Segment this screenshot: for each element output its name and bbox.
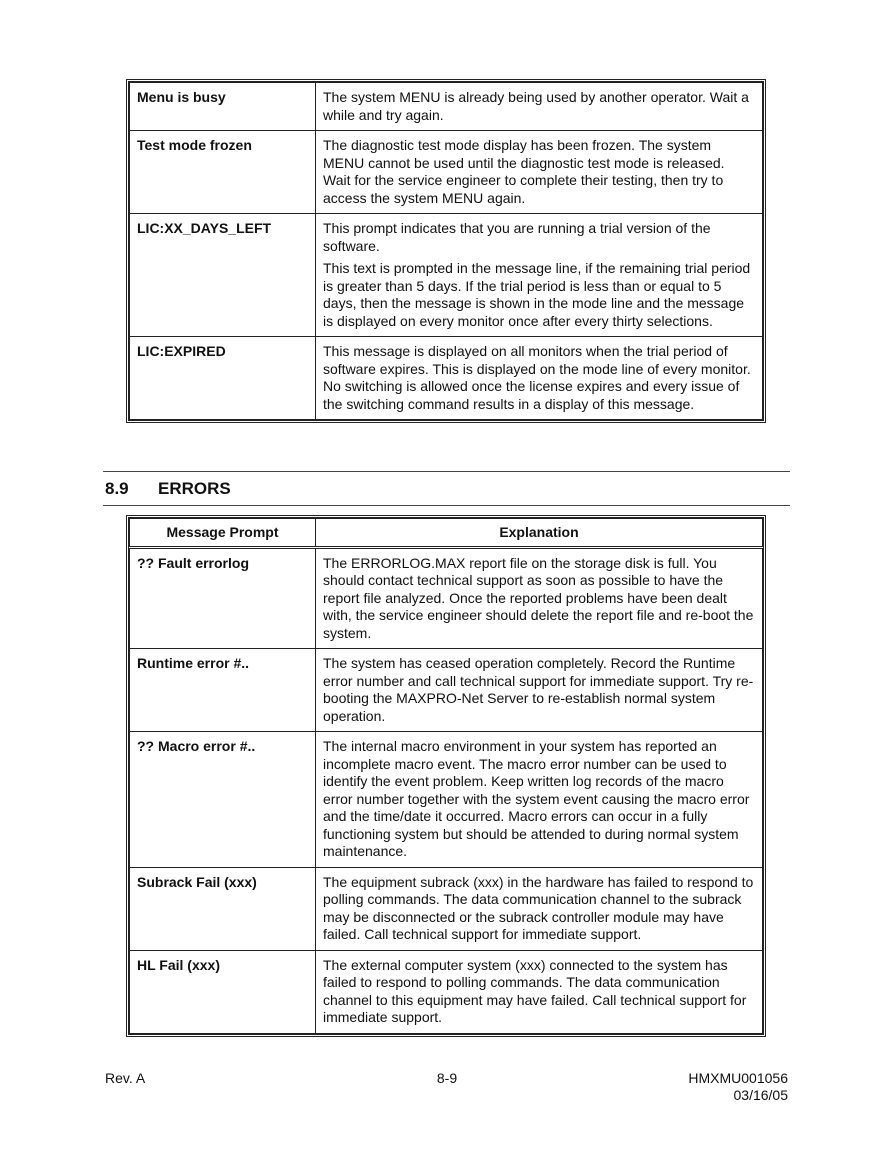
- footer-page-number: 8-9: [436, 1070, 458, 1086]
- explanation-cell: [316, 214, 763, 337]
- explanation-paragraph: The system MENU is already being used by another operator. Wait a while and try again.: [323, 89, 749, 123]
- errors-table-header: [130, 519, 763, 548]
- table-row: [130, 867, 763, 950]
- column-header-explanation: Explanation: [316, 519, 763, 548]
- message-prompt-cell: LIC:EXPIRED: [130, 337, 316, 420]
- section-heading: [105, 479, 231, 499]
- explanation-paragraph: The ERRORLOG.MAX report file on the storage disk is full. You should contact technical support as soon as possible to have the report file analyzed. Once the reported problems have been dealt with, the service engineer should delete the report file and re-boot the system.: [323, 554, 754, 641]
- explanation-paragraph: The internal macro environment in your system has reported an incomplete macro event. The macro error number can be used to identify the event problem. Keep written log records of the macro error number together with the system event causing the macro error and the time/date it occurred. Macro errors can occur in a fully functioning system but should be attended to during normal system maintenance.: [323, 738, 750, 859]
- table-row: [130, 547, 763, 649]
- footer-document-id: HMXMU001056: [688, 1070, 788, 1086]
- explanation-paragraph: This text is prompted in the message line, if the remaining trial period is greater than 5 days. If the trial period is less than or equal to 5 days, then the message is shown in the mode line and the message is displayed on every monitor once after every thirty selections.: [323, 260, 751, 329]
- explanation-cell: [316, 547, 763, 649]
- explanation-paragraph: The diagnostic test mode display has been frozen. The system MENU cannot be used until the diagnostic test mode is released. Wait for the service engineer to complete their testing, then try to access the system MENU again.: [323, 137, 725, 206]
- explanation-cell: [316, 649, 763, 732]
- explanation-paragraph: The external computer system (xxx) connected to the system has failed to respond to polling commands. The data communication channel to this equipment may have failed. Call technical support for immediate support.: [323, 956, 747, 1025]
- message-prompt-cell: ?? Fault errorlog: [130, 547, 316, 649]
- explanation-paragraph: The equipment subrack (xxx) in the hardware has failed to respond to polling commands. The data communication channel to the subrack may be disconnected or the subrack controller module may have failed. Call technical support for immediate support.: [323, 873, 754, 942]
- errors-table: [126, 515, 766, 1037]
- table-row: [130, 732, 763, 868]
- message-prompt-cell: HL Fail (xxx): [130, 950, 316, 1033]
- column-header-message-prompt: Message Prompt: [130, 519, 316, 548]
- table-row: [130, 337, 763, 420]
- message-prompt-cell: Menu is busy: [130, 83, 316, 131]
- message-prompts-table-body: [130, 83, 763, 420]
- message-prompt-cell: LIC:XX_DAYS_LEFT: [130, 214, 316, 337]
- footer-revision: Rev. A: [105, 1070, 146, 1086]
- explanation-paragraph: This message is displayed on all monitors when the trial period of software expires. This is displayed on the mode line of every monitor. No switching is allowed once the license expires and every issue of the switching command results in a display of this message.: [323, 343, 751, 412]
- section-rule-bottom: [103, 505, 790, 506]
- table-row: [130, 950, 763, 1033]
- table-row: [130, 214, 763, 337]
- message-prompt-cell: Runtime error #..: [130, 649, 316, 732]
- errors-table-body: [130, 547, 763, 1033]
- section-rule-top: [103, 471, 790, 472]
- section-title: ERRORS: [158, 479, 231, 498]
- message-prompt-cell: ?? Macro error #..: [130, 732, 316, 868]
- explanation-cell: [316, 83, 763, 131]
- table-row: [130, 83, 763, 131]
- table-row: [130, 649, 763, 732]
- explanation-cell: [316, 732, 763, 868]
- table-row: [130, 131, 763, 214]
- section-number: 8.9: [105, 479, 129, 498]
- message-prompt-cell: Test mode frozen: [130, 131, 316, 214]
- explanation-cell: [316, 867, 763, 950]
- explanation-paragraph: This prompt indicates that you are running a trial version of the software.: [323, 220, 711, 254]
- explanation-cell: [316, 131, 763, 214]
- explanation-cell: [316, 950, 763, 1033]
- message-prompts-table: [126, 79, 766, 423]
- message-prompt-cell: Subrack Fail (xxx): [130, 867, 316, 950]
- explanation-paragraph: The system has ceased operation completely. Record the Runtime error number and call technical support for immediate support. Try re-booting the MAXPRO-Net Server to re-establish normal system operation.: [323, 655, 754, 724]
- explanation-cell: [316, 337, 763, 420]
- footer-date: 03/16/05: [733, 1087, 788, 1103]
